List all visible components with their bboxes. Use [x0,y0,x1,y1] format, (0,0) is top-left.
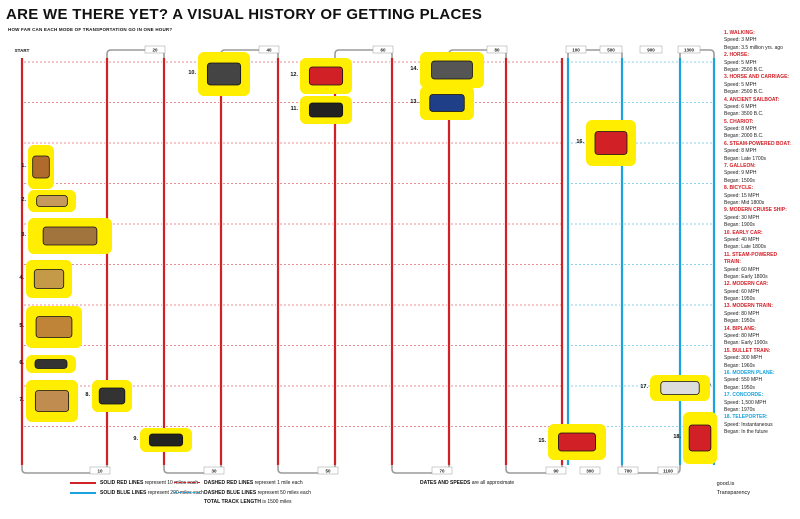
vehicle-icon [309,67,342,85]
mode-began: Began: 1950s [724,296,755,303]
dashed-blue-swatch [174,492,200,493]
mode-speed: Speed: 6 MPH [724,103,757,110]
solid-red-swatch [70,482,96,484]
mode-began: Began: 2000 B.C. [724,133,764,140]
mode-speed: Speed: 80 MPH [724,333,760,340]
mode-began: Began: Late 1800s [724,244,766,251]
track-marker-bottom: 50 [325,468,331,474]
mode-speed: Speed: Instantaneous [724,421,773,428]
vehicle-number: 7. [19,397,24,403]
mode-speed: Speed: 1,500 MPH [724,399,767,406]
mode-speed: Speed: 550 MPH [724,377,763,384]
track-marker-top: 1300 [683,47,695,53]
vehicle-number: 8. [85,392,90,398]
mode-speed: Speed: 60 MPH [724,266,760,273]
mode-began: Began: 1950s [724,318,755,325]
vehicle-icon [558,433,595,451]
vehicle-icon [99,388,125,404]
mode-header: 16. MODERN PLANE: [724,369,775,376]
vehicle-number: 6. [19,360,24,366]
vehicle-icon [33,156,50,178]
vehicle-number: 2. [21,197,26,203]
vehicle-icon [689,425,711,451]
legend-text: represent 200 miles each [147,490,204,496]
mode-speed: Speed: 3 MPH [724,37,757,44]
footer-section: Transparency [716,489,750,496]
vehicle-icon [432,61,473,79]
vehicle-icon [661,382,699,395]
mode-header: 10. EARLY CAR: [724,229,763,236]
track-marker-bottom: 10 [97,468,103,474]
mode-began: Began: 1960s [724,362,755,369]
legend-dashed-red [174,480,303,486]
mode-speed: Speed: 5 MPH [724,59,757,66]
mode-header: 14. BIPLANE: [724,325,756,332]
mode-began: Began: 2500 B.C. [724,66,764,73]
mode-began: Began: 1900s [724,222,755,229]
legend-text: are all approximate [471,480,515,486]
vehicle-number: 9. [133,436,138,442]
mode-speed: Speed: 300 MPH [724,355,763,362]
legend-total [204,499,292,505]
mode-began: Began: 1970s [724,406,755,413]
mode-header: 9. MODERN CRUISE SHIP: [724,207,787,214]
vehicle-number: 17. [640,384,648,390]
vehicle-icon [43,227,97,245]
vehicle-icon [207,63,240,85]
track-marker-bottom: 300 [586,468,594,474]
vehicle-number: 18. [673,434,681,440]
mode-header: 12. MODERN CAR: [724,281,769,288]
mode-began: Began: 1500s [724,177,755,184]
legend-dashed-blue [174,490,311,496]
mode-speed: Speed: 9 MPH [724,170,757,177]
mode-began: Began: 1950s [724,384,755,391]
vehicle-icon [309,103,342,117]
legend-text: represent 1 mile each [254,480,303,486]
mode-header: 8. BICYCLE: [724,185,754,192]
mode-speed: Speed: 80 MPH [724,310,760,317]
legend [0,476,800,516]
track-marker-top: 500 [607,47,615,53]
vehicle-number: 11. [290,106,298,112]
track-marker-bottom: 700 [624,468,632,474]
legend-label: SOLID BLUE LINES [100,490,147,496]
legend-text: represent 50 miles each [257,490,311,496]
vehicle-number: 15. [538,438,546,444]
mode-began: Began: In the future [724,429,768,436]
vehicle-number: 13. [410,99,418,105]
mode-began: Began: 2500 B.C. [724,89,764,96]
footer [717,480,750,498]
mode-speed: Speed: 5 MPH [724,81,757,88]
track-marker-bottom: 90 [553,468,559,474]
mode-header: 2. HORSE: [724,52,750,59]
vehicle-number: 5. [19,323,24,329]
vehicle-icon [34,270,63,289]
footer-brand: good.is [716,481,735,487]
vehicle-number: 12. [290,72,298,78]
legend-label: DASHED RED LINES [204,480,254,486]
vehicle-number: 10. [188,70,196,76]
page-title: ARE WE THERE YET? A VISUAL HISTORY OF GETTING PLACES [6,6,483,23]
track-marker-top: 80 [494,47,500,53]
mode-speed: Speed: 30 MPH [724,214,760,221]
track-marker-bottom: 30 [211,468,217,474]
mode-speed: Speed: 60 MPH [724,288,760,295]
track-marker-top: 900 [647,47,655,53]
start-label: START [14,48,30,53]
mode-header: 11. STEAM-POWERED TRAIN: [724,251,778,266]
legend-label: SOLID RED LINES [100,480,144,486]
vehicle-number: 3. [21,232,26,238]
dashed-red-swatch [174,482,200,483]
track-marker-top: 100 [572,47,580,53]
mode-speed: Speed: 8 MPH [724,126,757,133]
vehicle-icon [149,434,182,446]
vehicle-icon [36,317,72,338]
mode-header: 18. TELEPORTER: [724,414,768,421]
vehicle-icon [35,391,68,412]
vehicle-icon [37,196,68,207]
mode-list [724,30,794,472]
legend-text: represent 10 miles each [144,480,199,486]
mode-header: 4. ANCIENT SAILBOAT: [724,96,780,103]
track-marker-bottom: 1100 [663,468,673,474]
mode-header: 5. CHARIOT: [724,118,754,125]
mode-speed: Speed: 8 MPH [724,148,757,155]
mode-began: Began: Late 1700s [724,155,766,162]
mode-header: 6. STEAM-POWERED BOAT: [724,140,791,147]
solid-blue-swatch [70,492,96,494]
track-marker-top: 40 [266,47,272,53]
vehicle-icon [430,95,465,112]
legend-label: DATES AND SPEEDS [420,480,471,486]
track-marker-top: 60 [380,47,386,53]
vehicle-number: 4. [19,275,24,281]
track-marker-top: 20 [152,47,158,53]
vehicle-number: 1. [21,163,26,169]
legend-text: is 1500 miles [262,499,292,505]
mode-header: 3. HORSE AND CARRIAGE: [724,74,790,81]
vehicle-icon [35,360,67,369]
legend-label: TOTAL TRACK LENGTH [204,499,261,505]
mode-header: 17. CONCORDE: [724,392,764,399]
mode-began: Began: Early 1800s [724,273,768,280]
legend-label: DASHED BLUE LINES [204,490,257,496]
page-subtitle: HOW FAR CAN EACH MODE OF TRANSPORTATION GO IN ONE HOUR? [8,27,173,32]
mode-speed: Speed: 40 MPH [724,236,760,243]
mode-header: 7. GALLEON: [724,163,756,170]
mode-began: Began: 3.5 million yrs. ago [724,44,783,51]
mode-header: 1. WALKING: [724,30,755,36]
mode-began: Began: 3500 B.C. [724,111,764,118]
vehicle-number: 14. [410,66,418,72]
vehicle-number: 16. [576,139,584,145]
mode-began: Began: Mid 1800s [724,199,765,206]
mode-began: Began: Early 1900s [724,340,768,347]
track-marker-bottom: 70 [439,468,445,474]
mode-header: 15. BULLET TRAIN: [724,347,771,354]
mode-header: 13. MODERN TRAIN: [724,303,773,310]
legend-dates-note [420,480,514,486]
mode-speed: Speed: 15 MPH [724,192,760,199]
vehicle-icon [595,132,627,155]
